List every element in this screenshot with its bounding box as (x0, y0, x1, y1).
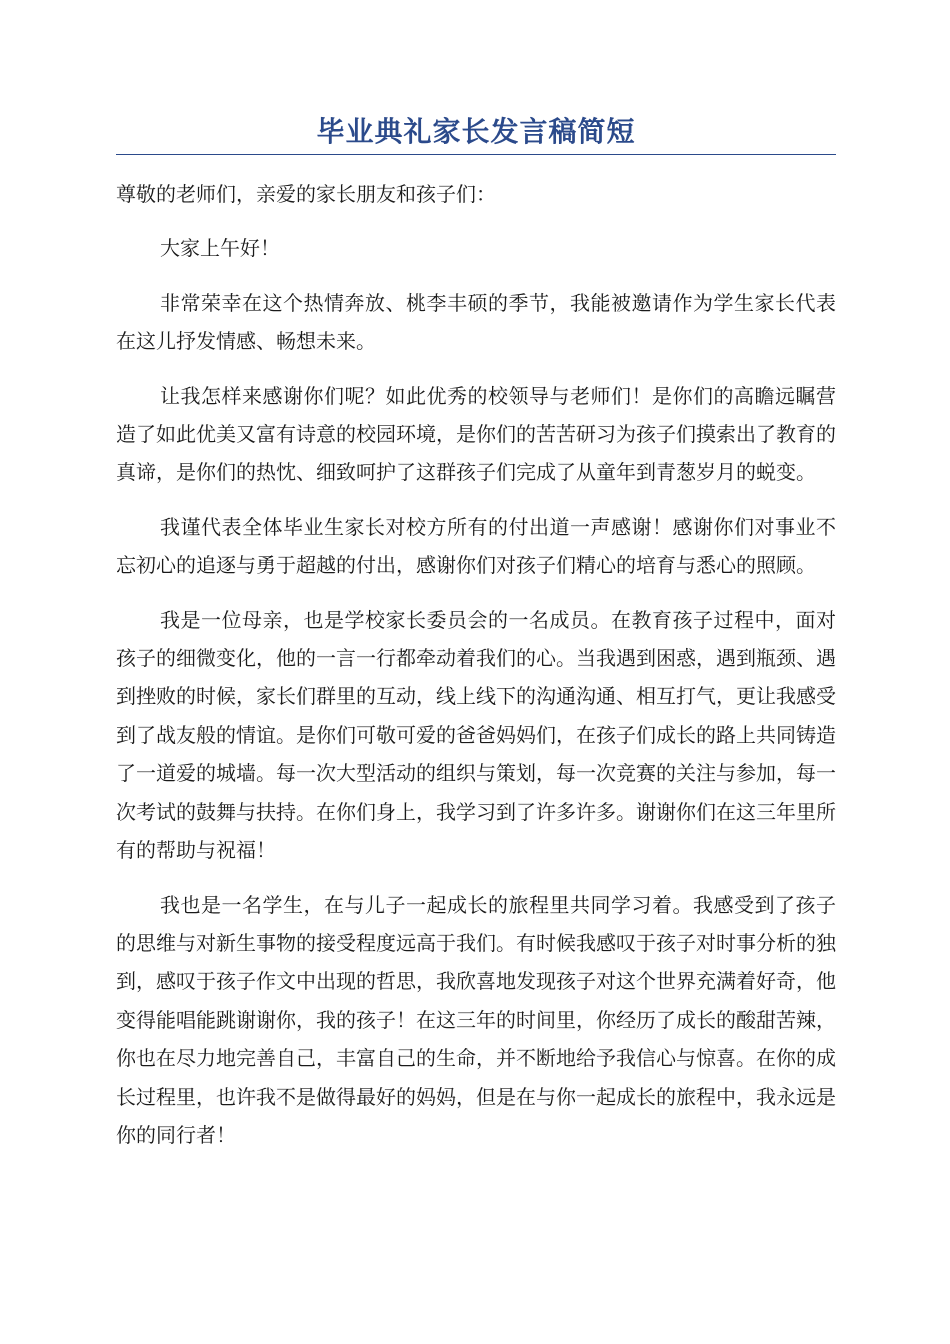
salutation: 尊敬的老师们，亲爱的家长朋友和孩子们： (116, 182, 496, 206)
paragraph-thanks-school: 我谨代表全体毕业生家长对校方所有的付出道一声感谢！感谢你们对事业不忘初心的追逐与勇于超越的付出，感谢你们对孩子们精心的培育与悉心的照顾。 (116, 514, 836, 578)
document-title: 毕业典礼家长发言稿简短 (316, 115, 636, 148)
paragraph-mother: 我是一位母亲，也是学校家长委员会的一名成员。在教育孩子过程中，面对孩子的细微变化，他的一言一行都牵动着我们的心。当我遇到困惑，遇到瓶颈、遇到挫败的时候，家长们群里的互动，线上线下的沟通沟通、相互打气，更让我感受到了战友般的情谊。是你们可敬可爱的爸爸妈妈们，在孩子们成长的路上共同铸造了一道爱的城墙。每一次大型活动的组织与策划，每一次竞赛的关注与参加，每一次考试的鼓舞与扶持。在你们身上，我学习到了许多许多。谢谢你们在这三年里所有的帮助与祝福！ (116, 607, 836, 863)
paragraph-student: 我也是一名学生，在与儿子一起成长的旅程里共同学习着。我感受到了孩子的思维与对新生事物的接受程度远高于我们。有时候我感叹于孩子对时事分析的独到，感叹于孩子作文中出现的哲思，我欣喜地发现孩子对这个世界充满着好奇，他变得能唱能跳谢谢你，我的孩子！在这三年的时间里，你经历了成长的酸甜苦辣，你也在尽力地完善自己，丰富自己的生命，并不断地给予我信心与惊喜。在你的成长过程里，也许我不是做得最好的妈妈，但是在与你一起成长的旅程中，我永远是你的同行者！ (116, 892, 836, 1147)
title-underline (116, 154, 836, 155)
document-page (116, 112, 836, 1170)
paragraph-greeting: 大家上午好！ (160, 236, 280, 261)
paragraph-honor: 非常荣幸在这个热情奔放、桃李丰硕的季节，我能被邀请作为学生家长代表在这儿抒发情感、畅想未来。 (116, 290, 836, 354)
paragraph-thanks-teachers: 让我怎样来感谢你们呢？如此优秀的校领导与老师们！是你们的高瞻远瞩营造了如此优美又富有诗意的校园环境，是你们的苦苦研习为孩子们摸索出了教育的真谛，是你们的热忱、细致呵护了这群孩子们完成了从童年到青葱岁月的蜕变。 (116, 383, 836, 485)
